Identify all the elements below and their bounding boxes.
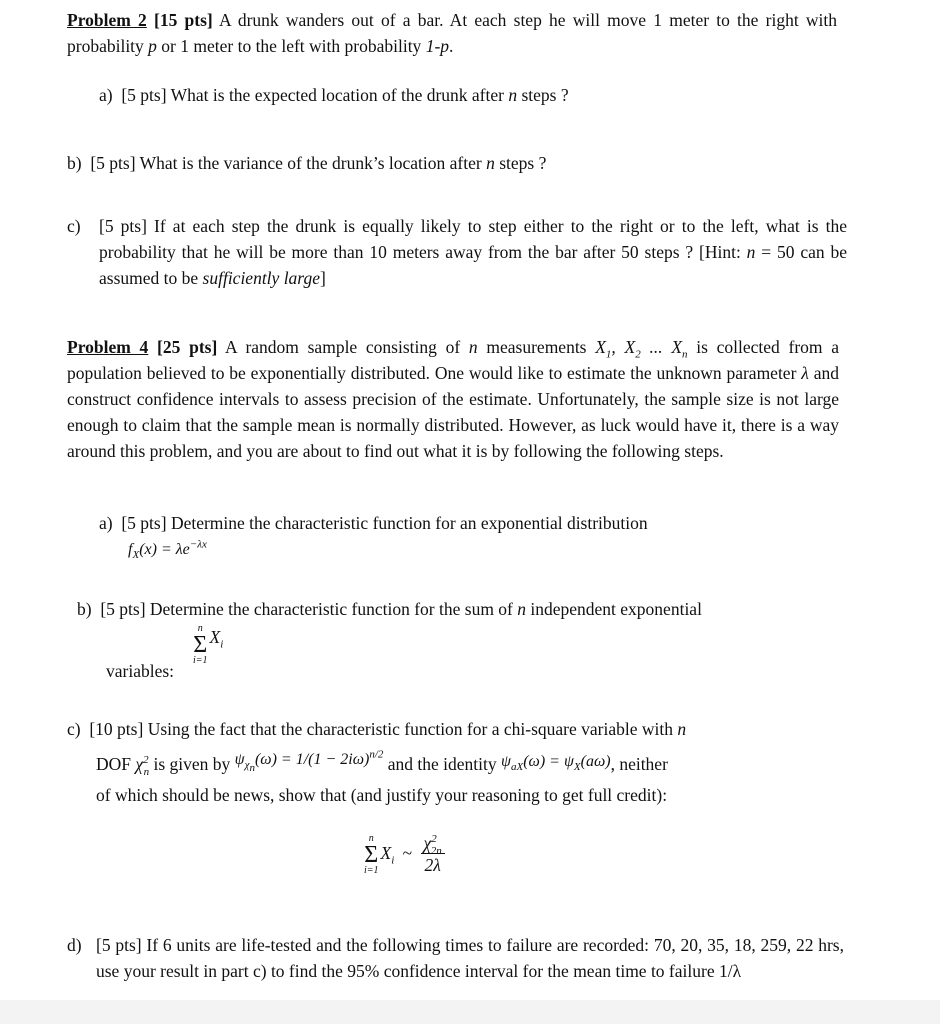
problem2-points: [15 pts] [154,10,213,30]
page-bottom-edge [0,1000,940,1024]
problem4-part-b: b) [5 pts] Determine the characteristic function for the sum of n independent exponential [77,599,702,619]
problem4-part-d: [5 pts] If 6 units are life-tested and the following times to failure are recorded: 70, 20, 35, 18, 259, 22 hrs, use your result in part c) to find the 95% confidence interval for the mean time to failure 1/λ [96,935,844,981]
problem4-title: Problem 4 [67,337,149,357]
scaling-identity: $\psi_{aX}(\omega) = \psi_X(a\omega)$ [501,753,611,774]
problem4-part-b-variables: variables: [106,661,175,681]
problem4-points: [25 pts] [157,337,218,357]
mean-time-formula: 1/λ [718,961,742,981]
sum-formula-b: n Σ i=1 $X_i$ [193,623,224,666]
problem4-part-d-label: d) [67,935,82,955]
lambda-symbol: λ [801,363,809,383]
problem2-part-c-label: c) [67,216,81,236]
exponential-pdf-formula: $f_X(x) = \lambda e^{-\lambda x}$ [128,538,207,562]
chi-square-symbol: $\chi^2_n$ [135,754,150,778]
chi-char-function: $\psi_{\chi_n}(\omega) = 1/(1 - 2i\omega)^{n/2}$ [234,748,384,775]
problem4-part-c: c) [10 pts] Using the fact that the characteristic function for a chi-square variable with n [67,719,687,739]
problem2-part-b: b) [5 pts] What is the variance of the drunk’s location after n steps ? [67,153,547,173]
problem2-title: Problem 2 [67,10,147,30]
sum-distribution-equation: n Σ i=1 $X_i$ ~ $\frac{\chi^2_{2n}}{2\lambda}$ [364,833,445,876]
problem2-part-c: [5 pts] If at each step the drunk is equally likely to step either to the right or to the left, what is the probability that he will be more than 10 meters away from the bar after 50 steps ? [Hint: n = 50 can be assumed to be sufficiently large] [99,216,848,288]
sample-vars: $X_1$, $X_2$ ... $X_n$ [595,337,688,361]
problem4-part-a: a) [5 pts] Determine the characteristic function for an exponential distribution [99,513,648,533]
problem2-intro: Problem 2 [15 pts] A drunk wanders out of a bar. At each step he will move 1 meter to the right with probability p or 1 meter to the left with probability 1-p. [67,10,837,56]
problem4-intro: Problem 4 [25 pts] A random sample consisting of n measurements $X_1$, $X_2$ ... $X_n$ is collected from a population believed to be exponentially distributed. One would like to estimate the unknown parameter λ and construct confidence intervals to assess precision of the estimate. Unfortunately, the sample size is not large enough to claim that the sample mean is normally distributed. However, as luck would have it, there is a way around this problem, and you are about to find out what it is by following the following steps. [67,337,840,461]
problem4-part-c-line3: of which should be news, show that (and justify your reasoning to get full credit): [96,785,668,805]
problem4-part-c-line2: DOF $\chi^2_n$ is given by $\psi_{\chi_n}(\omega) = 1/(1 - 2i\omega)^{n/2}$ and the identity $\psi_{aX}(\omega) = \psi_X(a\omega)$, neither [96,748,668,778]
problem2-part-a: a) [5 pts] What is the expected location of the drunk after n steps ? [99,85,569,105]
